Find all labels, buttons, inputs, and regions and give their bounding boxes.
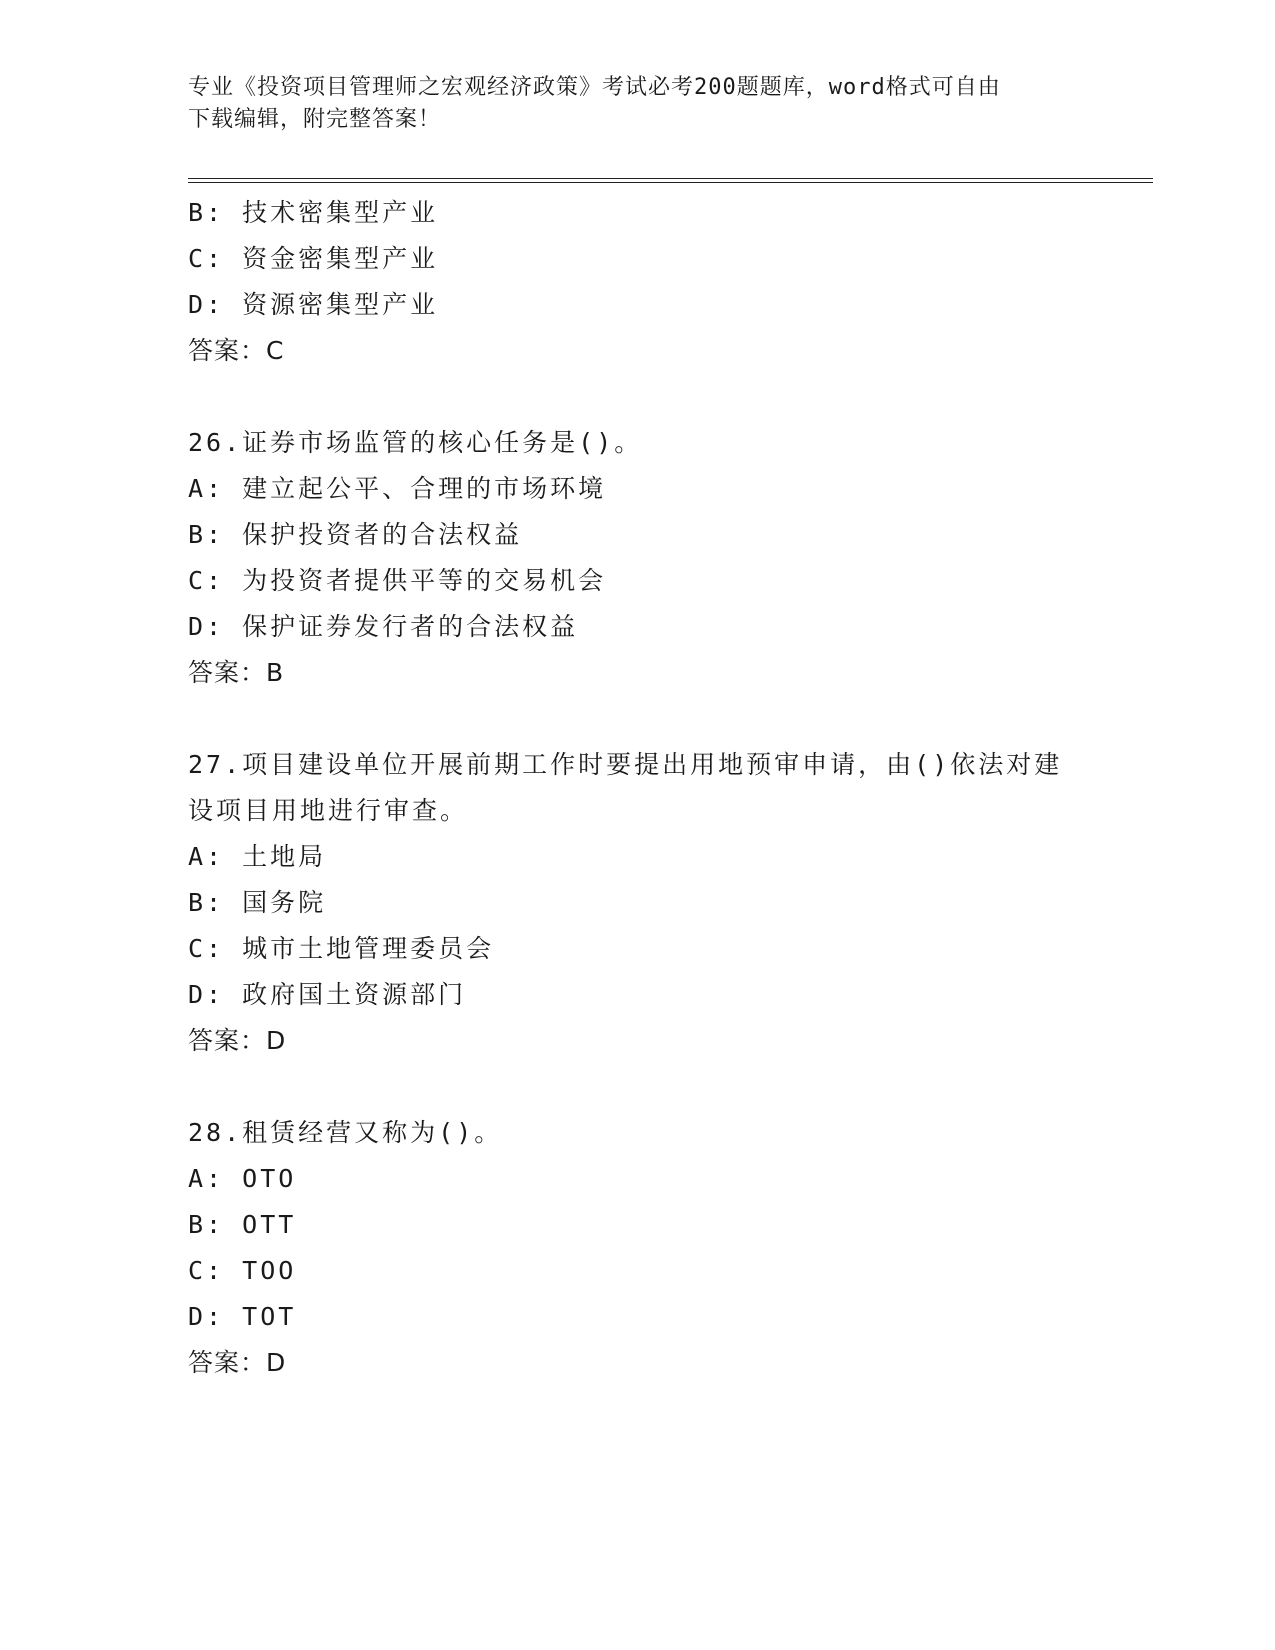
spacer bbox=[188, 374, 1088, 420]
answer: 答案：D bbox=[188, 1348, 287, 1377]
question-25 bbox=[188, 190, 1088, 374]
option-c: C: TOO bbox=[188, 1256, 297, 1285]
header-line-2: 下载编辑，附完整答案！ bbox=[188, 107, 442, 132]
question-list bbox=[188, 190, 1088, 1386]
spacer bbox=[188, 1064, 1088, 1110]
question-text: 26.证券市场监管的核心任务是()。 bbox=[188, 428, 643, 457]
answer: 答案：D bbox=[188, 1026, 287, 1055]
answer: 答案：C bbox=[188, 336, 285, 365]
question-text-line-1: 27.项目建设单位开展前期工作时要提出用地预审申请，由()依法对建 bbox=[188, 750, 1063, 779]
option-a: A: 建立起公平、合理的市场环境 bbox=[188, 474, 607, 503]
option-a: A: 土地局 bbox=[188, 842, 327, 871]
option-b: B: OTT bbox=[188, 1210, 297, 1239]
option-b: B: 技术密集型产业 bbox=[188, 198, 439, 227]
option-a: A: OTO bbox=[188, 1164, 297, 1193]
question-28 bbox=[188, 1110, 1088, 1386]
header-divider bbox=[188, 178, 1153, 183]
spacer bbox=[188, 696, 1088, 742]
option-d: D: 资源密集型产业 bbox=[188, 290, 439, 319]
option-d: D: 保护证券发行者的合法权益 bbox=[188, 612, 579, 641]
option-d: D: 政府国土资源部门 bbox=[188, 980, 467, 1009]
answer: 答案：B bbox=[188, 658, 285, 687]
question-text: 28.租赁经营又称为()。 bbox=[188, 1118, 503, 1147]
document-header bbox=[188, 72, 1068, 136]
question-27 bbox=[188, 742, 1088, 1064]
option-c: C: 资金密集型产业 bbox=[188, 244, 439, 273]
option-b: B: 国务院 bbox=[188, 888, 327, 917]
question-text-line-2: 设项目用地进行审查。 bbox=[188, 796, 469, 825]
option-d: D: TOT bbox=[188, 1302, 297, 1331]
question-26 bbox=[188, 420, 1088, 696]
header-line-1: 专业《投资项目管理师之宏观经济政策》考试必考200题题库，word格式可自由 bbox=[188, 75, 1001, 100]
option-c: C: 城市土地管理委员会 bbox=[188, 934, 495, 963]
option-b: B: 保护投资者的合法权益 bbox=[188, 520, 523, 549]
option-c: C: 为投资者提供平等的交易机会 bbox=[188, 566, 607, 595]
